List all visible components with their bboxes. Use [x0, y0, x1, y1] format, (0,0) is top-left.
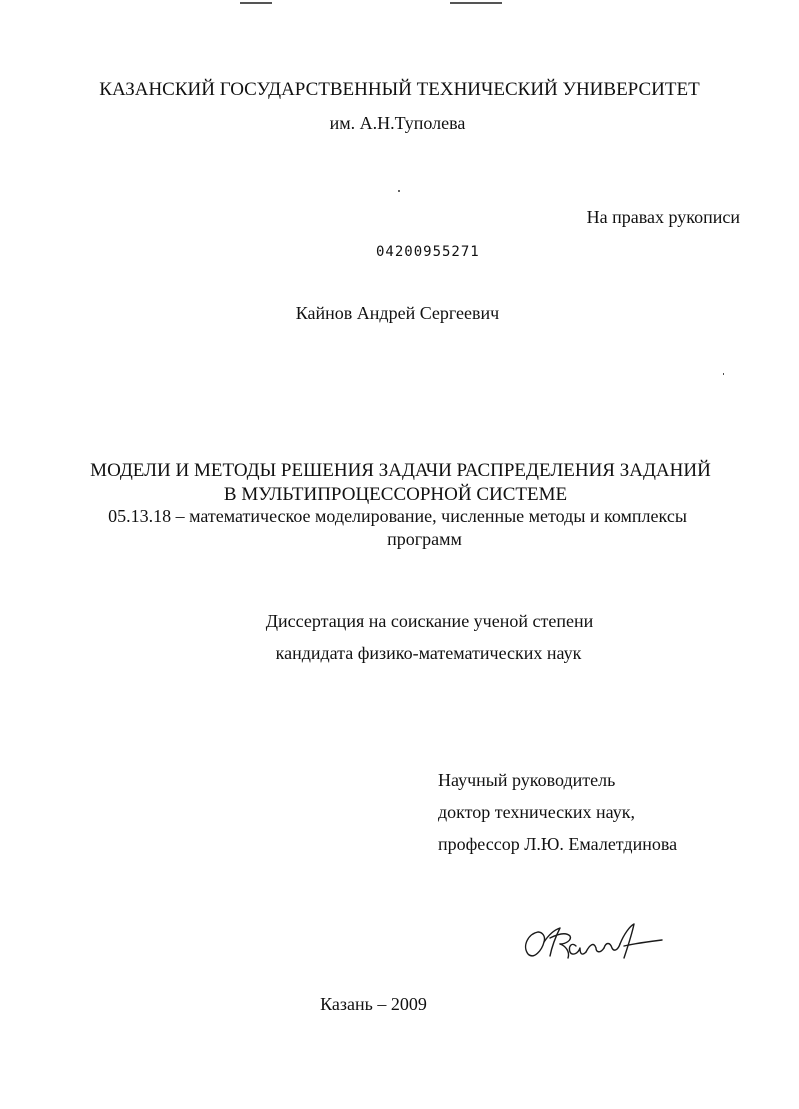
supervisor-degree: доктор технических наук, [438, 802, 635, 822]
specialty-line-1: 05.13.18 – математическое моделирование, численные методы и комплексы [108, 506, 687, 526]
supervisor-name: профессор Л.Ю. Емалетдинова [438, 834, 678, 854]
degree-line-1: Диссертация на соискание ученой степени [265, 611, 594, 631]
scan-mark-left [240, 2, 272, 4]
university-named-after: им. А.Н.Туполева [329, 113, 466, 133]
manuscript-note: На правах рукописи [586, 207, 740, 227]
scan-speck [398, 190, 400, 192]
scan-mark-right [450, 2, 502, 4]
thesis-title-line-1: МОДЕЛИ И МЕТОДЫ РЕШЕНИЯ ЗАДАЧИ РАСПРЕДЕЛЕНИЯ ЗАДАНИЙ [90, 460, 711, 481]
specialty-line-2: программ [387, 529, 462, 549]
university-name: КАЗАНСКИЙ ГОСУДАРСТВЕННЫЙ ТЕХНИЧЕСКИЙ УНИВЕРСИТЕТ [99, 79, 700, 100]
city-year: Казань – 2009 [320, 994, 427, 1014]
scan-speck [723, 373, 724, 375]
degree-line-2: кандидата физико-математических наук [275, 643, 582, 663]
signature [520, 916, 685, 966]
supervisor-role: Научный руководитель [438, 770, 616, 790]
thesis-title-line-2: В МУЛЬТИПРОЦЕССОРНОЙ СИСТЕМЕ [223, 484, 568, 505]
catalog-number: 04200955271 [376, 244, 480, 260]
author-name: Кайнов Андрей Сергеевич [295, 303, 500, 323]
